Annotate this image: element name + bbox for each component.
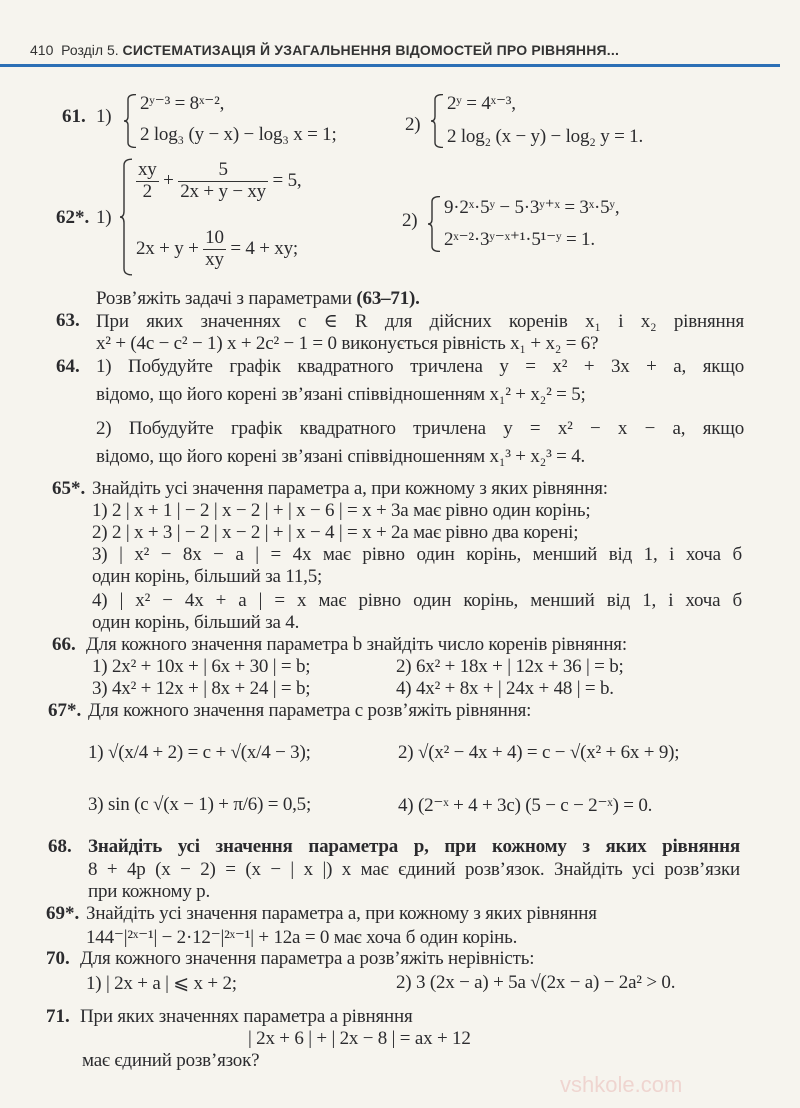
- problem-number: 69*.: [46, 903, 80, 924]
- item-label: 2): [402, 210, 418, 231]
- problem-number: 68.: [48, 836, 72, 857]
- problem-text: відомо, що його корені зв’язані співвідношенням x₁³ + x₂³ = 4.: [96, 446, 586, 467]
- equation-rhs: = 4 + xy;: [230, 237, 298, 259]
- equation: | 2x + 6 | + | 2x − 8 | = ax + 12: [248, 1028, 471, 1049]
- system-brace: [427, 196, 441, 252]
- problem-text: При яких значеннях c ∈ R для дійсних коренів x₁ і x₂ рівняння: [96, 311, 744, 332]
- problem-number: 64.: [56, 356, 80, 377]
- system-brace: [119, 158, 133, 276]
- numerator: 10: [205, 227, 224, 248]
- item-label: 1): [96, 106, 112, 127]
- problem-item: 2) 3 (2x − a) + 5a √(2x − a) − 2a² > 0.: [396, 972, 676, 993]
- problem-item: 3) | x² − 8x − a | = 4x має рівно один корінь, менший від 1, і хоча б: [92, 544, 742, 565]
- problem-item: 2) √(x² − 4x + 4) = c − √(x² + 6x + 9);: [398, 742, 680, 763]
- watermark: vshkole.com: [560, 1072, 683, 1097]
- problem-text: відомо, що його корені зв’язані співвідношенням x₁² + x₂² = 5;: [96, 384, 586, 405]
- problem-number: 66.: [52, 634, 76, 655]
- equation: 2 log₂ (x − y) − log₂ y = 1.: [447, 126, 644, 147]
- problem-number: 71.: [46, 1006, 70, 1027]
- page-number: 410: [30, 42, 54, 58]
- problem-text: x² + (4c − c² − 1) x + 2c² − 1 = 0 виконується рівність x₁ + x₂ = 6?: [96, 333, 599, 354]
- equation: [136, 228, 298, 271]
- problem-text: 1) Побудуйте графік квадратного тричлена y = x² + 3x + a, якщо: [96, 356, 744, 377]
- problem-text: 8 + 4p (x − 2) = (x − | x |) x має єдиний розв’язок. Знайдіть усі розв’язки: [88, 859, 740, 880]
- problem-text: має єдиний розв’язок?: [82, 1050, 260, 1071]
- problem-item: 2) 2 | x + 3 | − 2 | x − 2 | + | x − 4 | = x + 2a має рівно два корені;: [92, 522, 579, 543]
- numerator: 5: [178, 160, 268, 182]
- operator: +: [163, 169, 174, 191]
- problem-item: 3) 4x² + 12x + | 8x + 24 | = b;: [92, 678, 311, 699]
- numerator: xy: [138, 159, 157, 180]
- problem-text: Для кожного значення параметра b знайдіть число коренів рівняння:: [86, 634, 627, 655]
- problem-item: 2) 6x² + 18x + | 12x + 36 | = b;: [396, 656, 624, 677]
- problem-number: 67*.: [48, 700, 82, 721]
- chapter-title: СИСТЕМАТИЗАЦІЯ Й УЗАГАЛЬНЕННЯ ВІДОМОСТЕЙ ПРО РІВНЯННЯ...: [122, 42, 620, 58]
- problem-text: Знайдіть усі значення параметра a, при кожному з яких рівняння: [86, 903, 597, 924]
- problem-item: 4) 4x² + 8x + | 24x + 48 | = b.: [396, 678, 614, 699]
- problem-item: 4) | x² − 4x + a | = x має рівно один корінь, менший від 1, і хоча б: [92, 590, 742, 611]
- problem-item: 4) (2⁻ˣ + 4 + 3c) (5 − c − 2⁻ˣ) = 0.: [398, 795, 653, 816]
- header-rule: [0, 64, 780, 67]
- system-brace: [430, 94, 444, 148]
- section-intro: [96, 288, 420, 310]
- section-label: Розділ 5.: [61, 42, 119, 58]
- problem-text: Знайдіть усі значення параметра p, при кожному з яких рівняння: [88, 836, 740, 857]
- equation: [136, 160, 301, 203]
- problem-item: 3) sin (c √(x − 1) + π/6) = 0,5;: [88, 794, 312, 815]
- equation-rhs: = 5,: [272, 169, 302, 191]
- equation: 9·2ˣ·5ʸ − 5·3ʸ⁺ˣ = 3ˣ·5ʸ,: [444, 197, 620, 218]
- problem-number: 63.: [56, 310, 80, 331]
- intro-range: (63–71).: [356, 288, 420, 309]
- system-brace: [123, 94, 137, 148]
- item-label: 1): [96, 207, 112, 228]
- problem-number: 70.: [46, 948, 70, 969]
- problem-item: 1) 2x² + 10x + | 6x + 30 | = b;: [92, 656, 311, 677]
- problem-number: 61.: [62, 106, 86, 127]
- problem-number: 62*.: [56, 207, 90, 228]
- problem-text: При яких значеннях параметра a рівняння: [80, 1006, 413, 1027]
- problem-item: 1) 2 | x + 1 | − 2 | x − 2 | + | x − 6 | = x + 3a має рівно один корінь;: [92, 500, 591, 521]
- intro-text: Розв’яжіть задачі з параметрами: [96, 288, 352, 309]
- denominator: 2x + y − xy: [180, 180, 266, 202]
- problem-text: 144⁻|²ˣ⁻¹| − 2·12⁻|²ˣ⁻¹| + 12a = 0 має хоча б один корінь.: [86, 927, 518, 948]
- equation: 2ˣ⁻²·3ʸ⁻ˣ⁺¹·5¹⁻ʸ = 1.: [444, 229, 595, 250]
- problem-item: один корінь, більший за 11,5;: [92, 566, 323, 587]
- item-label: 2): [405, 114, 421, 135]
- running-header: [30, 42, 619, 58]
- problem-item: 1) √(x/4 + 2) = c + √(x/4 − 3);: [88, 742, 311, 763]
- equation: 2ʸ = 4ˣ⁻³,: [447, 93, 516, 114]
- denominator: 2: [142, 180, 152, 202]
- problem-text: Знайдіть усі значення параметра a, при кожному з яких рівняння:: [92, 478, 608, 499]
- equation: 2ʸ⁻³ = 8ˣ⁻²,: [140, 93, 225, 114]
- equation: 2 log₃ (y − x) − log₃ x = 1;: [140, 124, 337, 145]
- problem-text: Для кожного значення параметра a розв’яжіть нерівність:: [80, 948, 535, 969]
- problem-text: Для кожного значення параметра c розв’яжіть рівняння:: [88, 700, 532, 721]
- problem-text: 2) Побудуйте графік квадратного тричлена y = x² − x − a, якщо: [96, 418, 744, 439]
- problem-item: 1) | 2x + a | ⩽ x + 2;: [86, 973, 237, 994]
- equation-lhs: 2x + y +: [136, 237, 199, 259]
- denominator: xy: [205, 248, 224, 270]
- problem-text: при кожному p.: [88, 881, 211, 902]
- problem-item: один корінь, більший за 4.: [92, 612, 300, 633]
- problem-number: 65*.: [52, 478, 86, 499]
